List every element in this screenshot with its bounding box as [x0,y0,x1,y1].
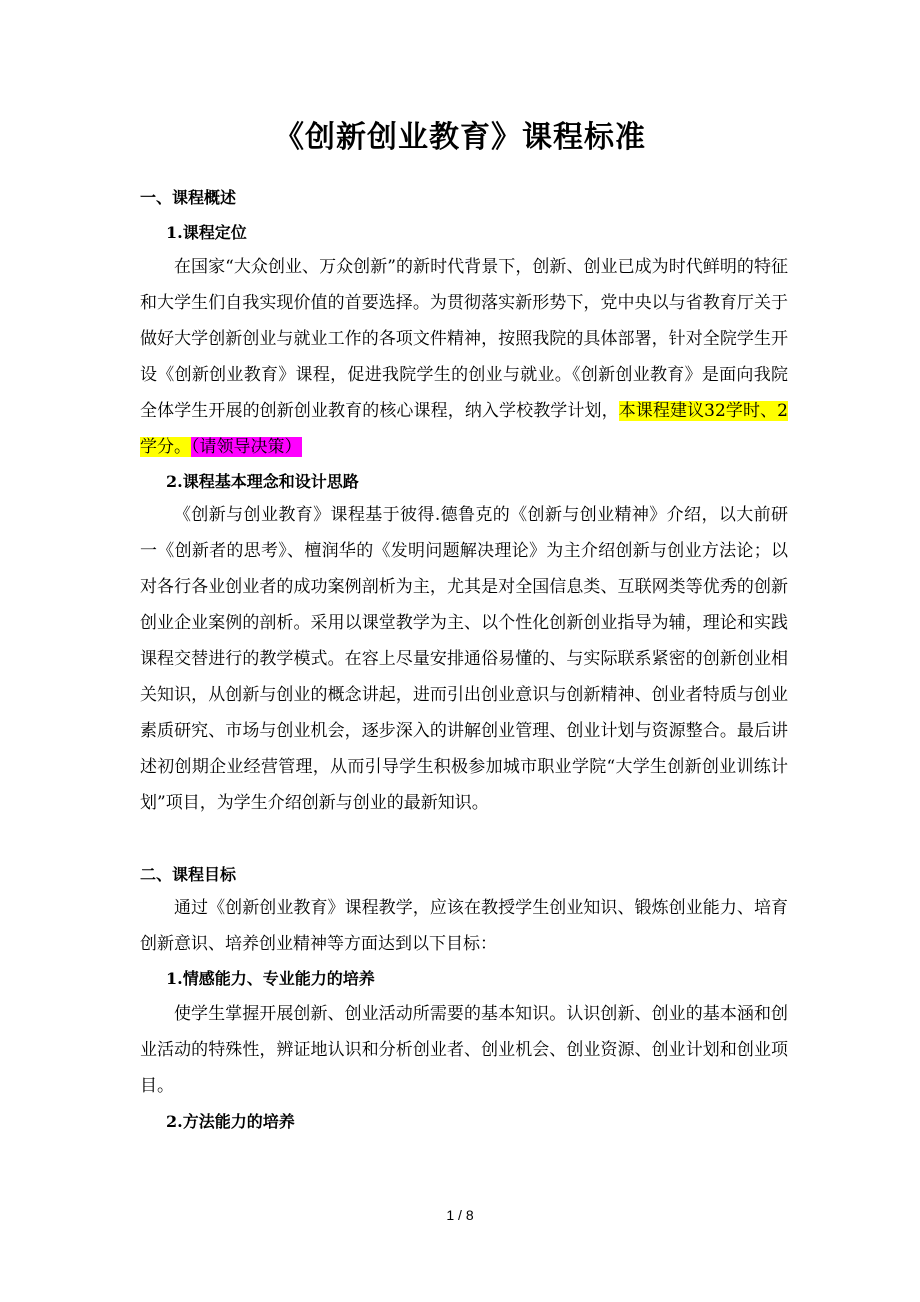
paragraph-emotional: 使学生掌握开展创新、创业活动所需要的基本知识。认识创新、创业的基本涵和创业活动的特殊性，辨证地认识和分析创业者、创业机会、创业资源、创业计划和创业项目。 [140,1004,788,1096]
subheading-positioning: 1.课程定位 [166,223,247,242]
section-heading-goals: 二、课程目标 [140,865,237,884]
highlight-leader-decision: （请领导决策） [191,437,302,457]
subheading-emotional: 1.情感能力、专业能力的培养 [166,969,375,988]
page-indicator: 1 / 8 [446,1207,474,1223]
highlight-hours-credits: 本课程建议32学时、2学分。 [140,401,788,457]
paragraph-philosophy: 《创新与创业教育》课程基于彼得.德鲁克的《创新与创业精神》介绍，以大前研一《创新者的思考》、檀润华的《发明问题解决理论》为主介绍创新与创业方法论；以对各行各业创业者的成功案例剖析为主，尤其是对全国信息类、互联网类等优秀的创新创业企业案例的剖析。采用以课堂教学为主、以个性化创新创业指导为辅，理论和实践课程交替进行的教学模式。在容上尽量安排通俗易懂的、与实际联系紧密的创新创业相关知识，从创新与创业的概念讲起，进而引出创业意识与创新精神、创业者特质与创业素质研究、市场与创业机会，逐步深入的讲解创业管理、创业计划与资源整合。最后讲述初创期企业经营管理，从而引导学生积极参加城市职业学院“大学生创新创业训练计划”项目，为学生介绍创新与创业的最新知识。 [140,505,788,813]
section-heading-overview: 一、课程概述 [140,188,237,207]
paragraph-positioning [140,249,788,465]
subheading-method: 2.方法能力的培养 [166,1112,295,1131]
document-title: 《创新创业教育》课程标准 [274,120,646,155]
subheading-philosophy: 2.课程基本理念和设计思路 [166,472,359,491]
paragraph-positioning-text: 在国家“大众创业、万众创新”的新时代背景下，创新、创业已成为时代鲜明的特征和大学生们自我实现价值的首要选择。为贯彻落实新形势下，党中央以与省教育厅关于做好大学创新创业与就业工作的各项文件精神，按照我院的具体部署，针对全院学生开设《创新创业教育》课程，促进我院学生的创业与就业。《创新创业教育》是面向我院全体学生开展的创新创业教育的核心课程，纳入学校教学计划， [140,257,788,421]
paragraph-goals-intro: 通过《创新创业教育》课程教学，应该在教授学生创业知识、锻炼创业能力、培育创新意识、培养创业精神等方面达到以下目标： [140,898,788,954]
